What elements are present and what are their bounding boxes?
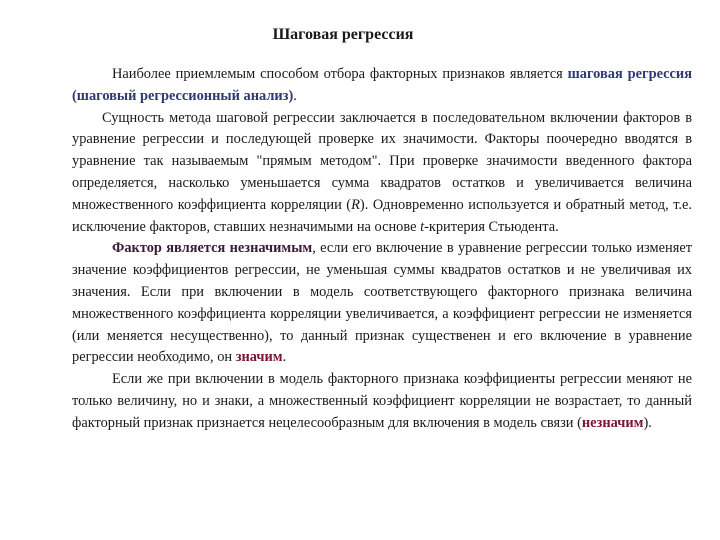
paragraph-insignificant: Фактор является незначимым, если его включение в уравнение регрессии только изменяет значение коэффициентов регрессии, не уменьшая суммы квадратов остатков и не увеличивая их значения. Если при включении в модель соответствующего факторного признака величина множественного коэффициента корреляции увеличивается, а коэффициент регрессии не изменяется (или меняется несущественно), то данный признак существенен и его включение в уравнение регрессии необходимо, он значим. [72,240,692,366]
stepwise-regression-term: шаговая регрессия (шаговый регрессионный анализ) [72,66,692,104]
paragraph-inexpedient: Если же при включении в модель факторного признака коэффициенты регрессии меняют не только величину, но и знаки, а множественный коэффициент корреляции не возрастает, то данный факторный признак признается нецелесообразным для включения в модель связи (незначим). [72,371,692,431]
page-title: Шаговая регрессия [272,26,414,43]
t-symbol: t [420,218,425,235]
significant-term: значим [235,349,283,366]
insignificant-factor-term: Фактор является незначимым [112,240,313,257]
not-significant-term: незначим [581,414,644,431]
body-text [72,64,692,435]
paragraph-intro: Наиболее приемлемым способом отбора факторных признаков является шаговая регрессия (шаговый регрессионный анализ). [72,66,692,104]
intro-text: Наиболее приемлемым способом отбора факторных признаков является [112,66,568,82]
r-symbol: R [351,196,360,213]
paragraph-method: Сущность метода шаговой регрессии заключается в последовательном включении факторов в уравнение регрессии и последующей проверке их значимости. Факторы поочередно вводятся в уравнение так называемым "прямым методом". При проверке значимости введенного фактора определяется, насколько уменьшается сумма квадратов остатков и увеличивается величина множественного коэффициента корреляции (R). Одновременно используется и обратный метод, т.е. исключение факторов, ставших незначимыми на основе t-критерия Стьюдента. [72,109,692,235]
